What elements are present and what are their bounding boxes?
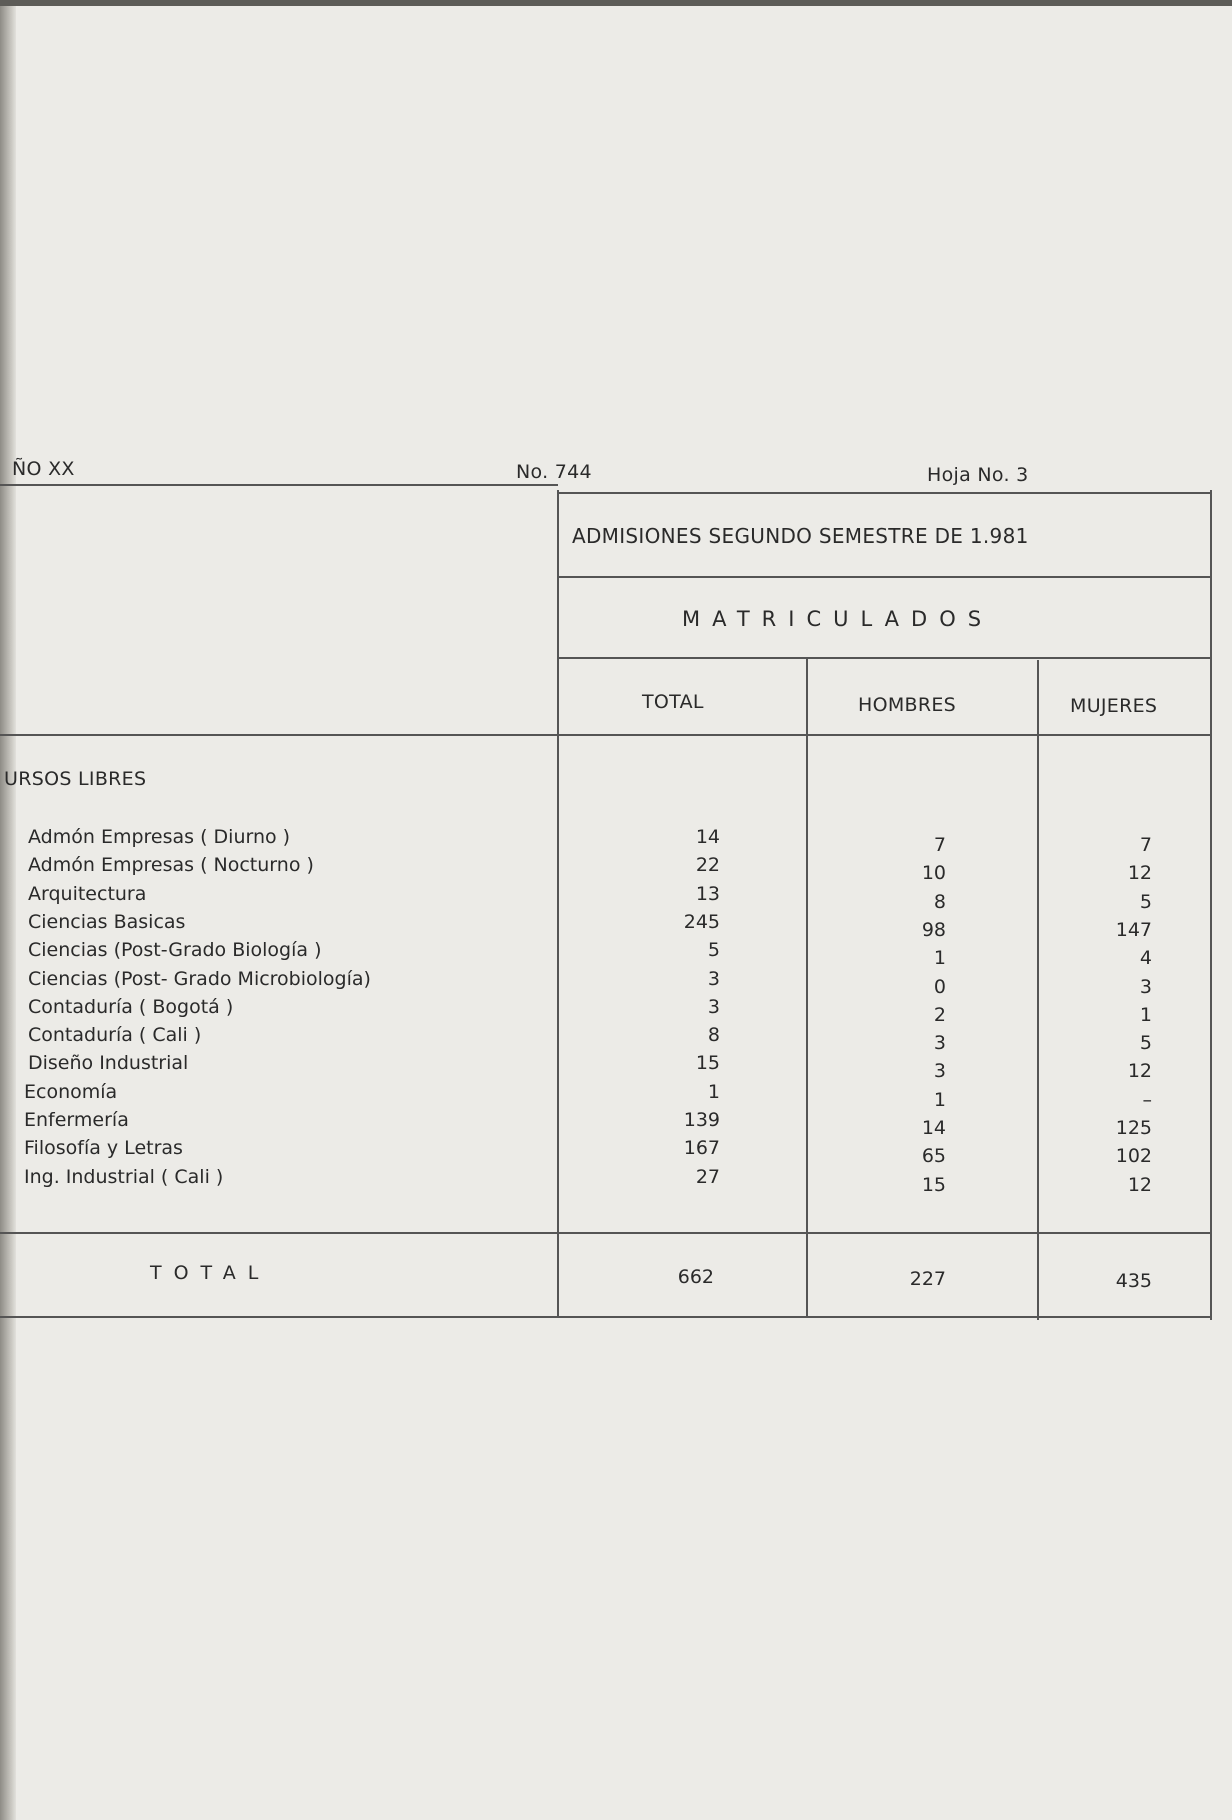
document-number: No. 744 bbox=[516, 461, 592, 483]
cell-hombres: 7 bbox=[933, 834, 946, 856]
cell-total: 167 bbox=[683, 1137, 720, 1160]
cell-total: 3 bbox=[707, 967, 720, 990]
total-value-total: 662 bbox=[677, 1266, 714, 1288]
rule-header-right bbox=[558, 492, 1212, 494]
year-label: ÑO XX bbox=[12, 458, 75, 480]
rule-total-top bbox=[0, 1232, 1212, 1234]
row-label: Ciencias Basicas bbox=[28, 910, 186, 933]
row-label: Admón Empresas ( Nocturno ) bbox=[28, 854, 314, 877]
cell-total: 15 bbox=[695, 1052, 720, 1075]
rule-colheader-bottom bbox=[0, 734, 1212, 736]
cell-total: 245 bbox=[683, 910, 720, 933]
rule-total-bottom bbox=[0, 1316, 1212, 1318]
cell-hombres: 0 bbox=[933, 975, 946, 998]
cell-hombres: 2 bbox=[933, 1003, 946, 1026]
cell-mujeres: 4 bbox=[1139, 947, 1152, 970]
total-value-hombres: 227 bbox=[909, 1268, 946, 1290]
cell-mujeres: 102 bbox=[1115, 1145, 1152, 1168]
cell-mujeres: 147 bbox=[1115, 918, 1152, 941]
cell-total: 27 bbox=[695, 1165, 720, 1188]
rule-right-vertical bbox=[1210, 490, 1212, 1320]
row-label: Contaduría ( Bogotá ) bbox=[28, 995, 234, 1018]
sheet-number: Hoja No. 3 bbox=[927, 464, 1029, 486]
page-binding-edge bbox=[0, 0, 16, 1820]
cell-hombres: 15 bbox=[921, 1173, 946, 1196]
column-header-mujeres: MUJERES bbox=[1070, 695, 1158, 717]
rule-left-vertical bbox=[557, 490, 559, 1316]
total-label: TOTAL bbox=[150, 1262, 271, 1284]
cell-total: 1 bbox=[707, 1080, 720, 1103]
cell-mujeres: 7 bbox=[1139, 834, 1152, 856]
cell-hombres: 1 bbox=[933, 947, 946, 970]
row-label: Ciencias (Post-Grado Biología ) bbox=[28, 939, 322, 962]
cell-hombres: 14 bbox=[921, 1117, 946, 1139]
column-header-hombres: HOMBRES bbox=[858, 694, 957, 716]
cell-total: 14 bbox=[695, 826, 720, 848]
row-label: Ing. Industrial ( Cali ) bbox=[24, 1165, 224, 1188]
cell-total: 3 bbox=[707, 995, 720, 1018]
section-label: URSOS LIBRES bbox=[4, 768, 147, 790]
column-header-total: TOTAL bbox=[642, 691, 704, 713]
cell-total: 13 bbox=[695, 882, 720, 905]
group-header: MATRICULADOS bbox=[682, 607, 994, 631]
row-label: Contaduría ( Cali ) bbox=[28, 1024, 202, 1047]
row-label: Economía bbox=[24, 1080, 118, 1103]
top-edge bbox=[0, 0, 1232, 6]
cell-mujeres: 1 bbox=[1139, 1003, 1152, 1026]
row-label: Filosofía y Letras bbox=[24, 1137, 183, 1160]
cell-hombres: 10 bbox=[921, 862, 946, 885]
rule-title-bottom bbox=[558, 576, 1212, 578]
cell-hombres: 3 bbox=[933, 1032, 946, 1055]
cell-mujeres: 125 bbox=[1115, 1117, 1152, 1139]
row-label: Ciencias (Post- Grado Microbiología) bbox=[28, 967, 371, 990]
cell-hombres: 8 bbox=[933, 890, 946, 913]
row-label: Arquitectura bbox=[28, 882, 147, 905]
cell-total: 22 bbox=[695, 854, 720, 877]
rule-col-divider-2 bbox=[1037, 660, 1039, 1320]
rule-group-bottom bbox=[558, 657, 1212, 659]
rule-header-left bbox=[0, 484, 558, 486]
cell-hombres: 98 bbox=[921, 918, 946, 941]
rule-col-divider-1 bbox=[806, 658, 808, 1318]
total-value-mujeres: 435 bbox=[1115, 1270, 1152, 1292]
row-label: Diseño Industrial bbox=[28, 1052, 189, 1075]
cell-hombres: 65 bbox=[921, 1145, 946, 1168]
row-label: Enfermería bbox=[24, 1109, 129, 1131]
cell-mujeres: 5 bbox=[1139, 1032, 1152, 1055]
cell-hombres: 3 bbox=[933, 1060, 946, 1083]
cell-hombres: 1 bbox=[933, 1088, 946, 1111]
cell-mujeres: – bbox=[1142, 1088, 1152, 1111]
cell-mujeres: 3 bbox=[1139, 975, 1152, 998]
cell-mujeres: 5 bbox=[1139, 890, 1152, 913]
cell-mujeres: 12 bbox=[1127, 1060, 1152, 1083]
cell-mujeres: 12 bbox=[1127, 862, 1152, 885]
table-title: ADMISIONES SEGUNDO SEMESTRE DE 1.981 bbox=[572, 524, 1029, 548]
row-label: Admón Empresas ( Diurno ) bbox=[28, 826, 291, 848]
cell-mujeres: 12 bbox=[1127, 1173, 1152, 1196]
cell-total: 8 bbox=[707, 1024, 720, 1047]
cell-total: 139 bbox=[683, 1109, 720, 1131]
document-page bbox=[14, 6, 1232, 1820]
cell-total: 5 bbox=[707, 939, 720, 962]
